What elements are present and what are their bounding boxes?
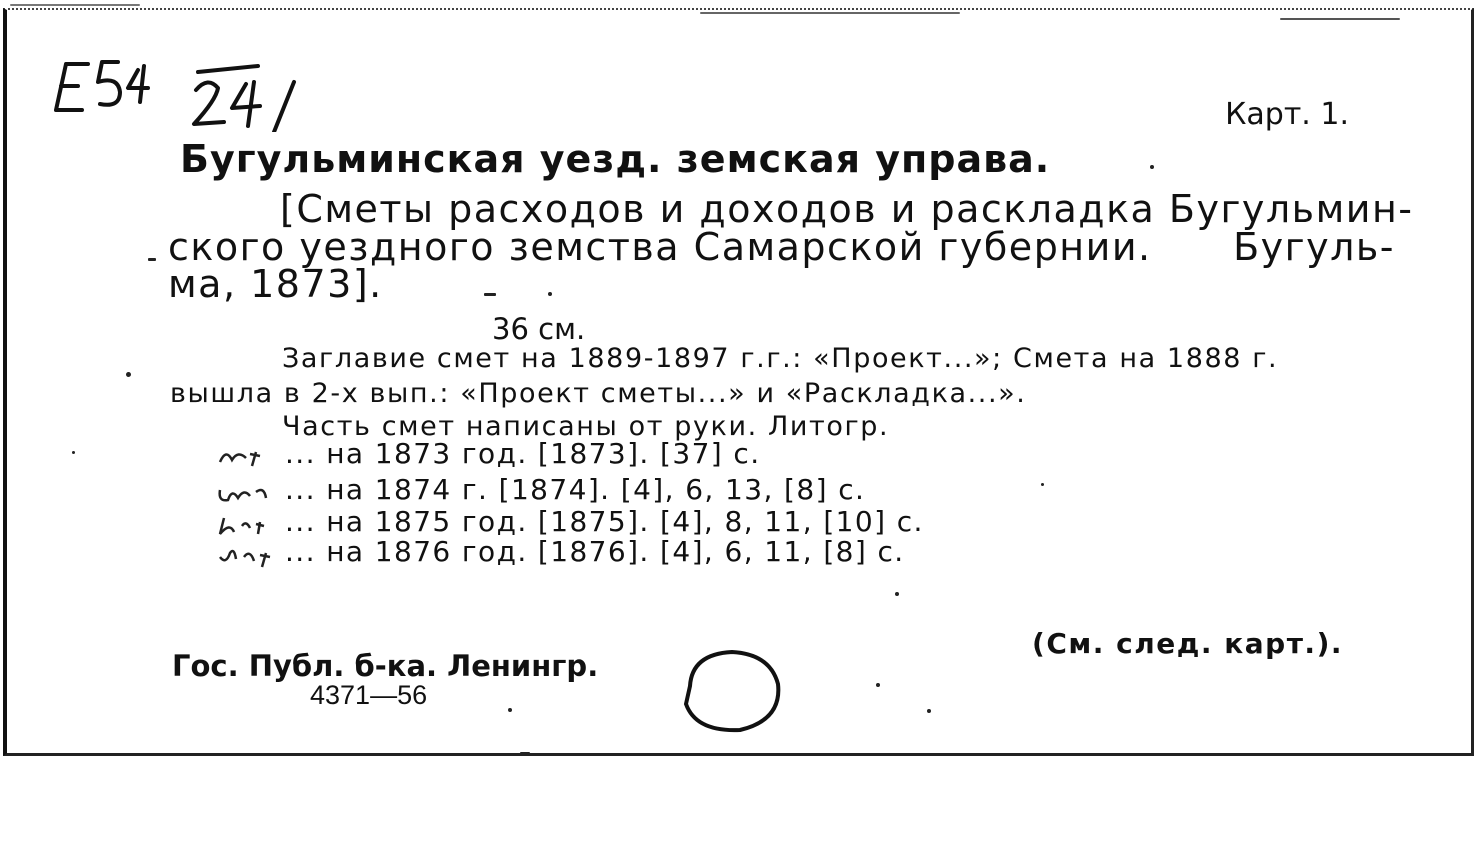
scan-speck xyxy=(1150,165,1154,169)
note-line-2: вышла в 2-х вып.: «Проект сметы...» и «Раскладка...». xyxy=(170,378,1027,409)
volume-handwritten-mark xyxy=(216,444,278,470)
scan-speck xyxy=(126,372,131,377)
scan-speck xyxy=(484,293,496,296)
punched-hole xyxy=(678,640,788,740)
volume-entry-1875: ... на 1875 год. [1875]. [4], 8, 11, [10] с. xyxy=(285,505,924,538)
scan-speck xyxy=(876,683,880,687)
scan-speck xyxy=(148,258,156,261)
volume-handwritten-mark xyxy=(216,480,278,506)
note-line-1: Заглавие смет на 1889-1897 г.г.: «Проект...»; Смета на 1888 г. xyxy=(282,343,1279,374)
size-note: 36 см. xyxy=(492,312,586,346)
volume-handwritten-mark xyxy=(216,512,278,538)
title-line-3: ма, 1873]. xyxy=(168,262,383,306)
accession-number: 4371—56 xyxy=(310,680,428,710)
scan-speck xyxy=(10,4,140,6)
volume-handwritten-mark xyxy=(216,543,278,569)
scan-speck xyxy=(548,292,552,296)
scan-speck xyxy=(520,752,530,755)
see-next-card: (См. след. карт.). xyxy=(1032,627,1343,660)
volume-entry-1874: ... на 1874 г. [1874]. [4], 6, 13, [8] с. xyxy=(285,473,866,506)
volume-entry-1876: ... на 1876 год. [1876]. [4], 6, 11, [8] с. xyxy=(285,535,905,568)
scan-speck xyxy=(1280,18,1400,20)
library-stamp: Гос. Публ. б-ка. Ленингр. xyxy=(172,649,599,683)
title-line-2: ского уездного земства Самарской губернии. Бугуль- xyxy=(168,225,1396,269)
handwritten-shelfmark xyxy=(48,52,308,132)
call-number: Карт. 1. xyxy=(1225,97,1349,132)
scan-speck xyxy=(895,592,899,596)
scan-speck xyxy=(72,451,75,454)
scan-speck xyxy=(700,12,960,14)
volume-entry-1873: ... на 1873 год. [1873]. [37] с. xyxy=(285,437,761,470)
note-line-3: Часть смет написаны от руки. Литогр. xyxy=(282,411,890,442)
scan-speck xyxy=(508,708,512,712)
scan-speck xyxy=(1041,483,1044,486)
title-line-1: [Сметы расходов и доходов и раскладка Бугульмин- xyxy=(280,187,1414,231)
heading: Бугульминская уезд. земская управа. xyxy=(180,137,1051,181)
scan-speck xyxy=(927,709,931,713)
